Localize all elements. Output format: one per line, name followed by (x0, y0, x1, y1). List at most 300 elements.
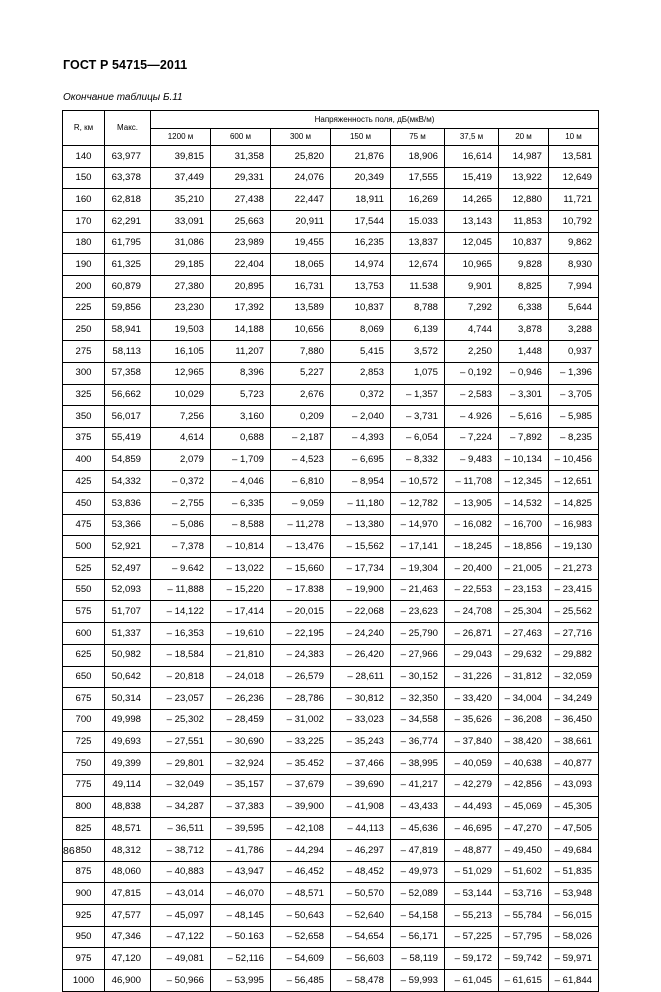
cell-field-strength: – 26,236 (211, 688, 271, 710)
cell-field-strength: – 15,660 (271, 558, 331, 580)
cell-distance: 825 (63, 818, 105, 840)
cell-field-strength: – 5,985 (549, 406, 599, 428)
cell-field-strength: 24,076 (271, 167, 331, 189)
cell-distance: 800 (63, 796, 105, 818)
cell-field-strength: – 13,905 (445, 493, 499, 515)
cell-field-strength: – 53,995 (211, 970, 271, 992)
cell-field-strength: – 9.642 (151, 558, 211, 580)
cell-field-strength: 14,265 (445, 189, 499, 211)
cell-field-strength: – 31,226 (445, 666, 499, 688)
cell-field-strength: – 7,892 (499, 427, 549, 449)
cell-field-strength: – 29,632 (499, 644, 549, 666)
cell-max: 63,977 (105, 146, 151, 168)
cell-field-strength: 6,338 (499, 297, 549, 319)
cell-field-strength: – 50,570 (331, 883, 391, 905)
cell-field-strength: – 3,705 (549, 384, 599, 406)
cell-distance: 500 (63, 536, 105, 558)
cell-field-strength: 8,825 (499, 276, 549, 298)
cell-field-strength: – 47,505 (549, 818, 599, 840)
cell-field-strength: – 45,636 (391, 818, 445, 840)
cell-max: 47,346 (105, 926, 151, 948)
cell-field-strength: – 33,023 (331, 709, 391, 731)
cell-field-strength: – 38,661 (549, 731, 599, 753)
cell-field-strength: 23,230 (151, 297, 211, 319)
table-row (63, 731, 599, 753)
table-row (63, 818, 599, 840)
cell-field-strength: – 4,393 (331, 427, 391, 449)
cell-field-strength: 19,503 (151, 319, 211, 341)
column-header-height: 1200 м (151, 129, 211, 146)
table-row (63, 796, 599, 818)
cell-field-strength: 13,753 (331, 276, 391, 298)
cell-field-strength: 12,674 (391, 254, 445, 276)
cell-field-strength: – 7,224 (445, 427, 499, 449)
cell-field-strength: – 58,026 (549, 926, 599, 948)
cell-field-strength: – 14,122 (151, 601, 211, 623)
cell-field-strength: 29,331 (211, 167, 271, 189)
cell-max: 47,815 (105, 883, 151, 905)
column-header-height: 20 м (499, 129, 549, 146)
cell-field-strength: – 9,059 (271, 493, 331, 515)
cell-distance: 160 (63, 189, 105, 211)
cell-field-strength: – 15,562 (331, 536, 391, 558)
cell-field-strength: 35,210 (151, 189, 211, 211)
cell-distance: 1000 (63, 970, 105, 992)
cell-field-strength: 29,185 (151, 254, 211, 276)
cell-field-strength: – 59,993 (391, 970, 445, 992)
cell-field-strength: – 17.838 (271, 579, 331, 601)
cell-field-strength: – 56,171 (391, 926, 445, 948)
cell-field-strength: – 21,005 (499, 558, 549, 580)
cell-distance: 400 (63, 449, 105, 471)
cell-distance: 775 (63, 774, 105, 796)
cell-field-strength: – 25,302 (151, 709, 211, 731)
table-row (63, 861, 599, 883)
cell-max: 61,325 (105, 254, 151, 276)
cell-field-strength: – 13,022 (211, 558, 271, 580)
cell-field-strength: – 31,002 (271, 709, 331, 731)
cell-field-strength: 14,974 (331, 254, 391, 276)
cell-field-strength: 37,449 (151, 167, 211, 189)
cell-field-strength: – 40,059 (445, 753, 499, 775)
cell-field-strength: 3,572 (391, 341, 445, 363)
cell-field-strength: – 56,015 (549, 905, 599, 927)
cell-field-strength: – 40,877 (549, 753, 599, 775)
cell-field-strength: – 27,966 (391, 644, 445, 666)
cell-distance: 180 (63, 232, 105, 254)
cell-max: 57,358 (105, 362, 151, 384)
cell-max: 48,312 (105, 840, 151, 862)
cell-field-strength: – 52,089 (391, 883, 445, 905)
cell-max: 49,693 (105, 731, 151, 753)
cell-field-strength: – 0,946 (499, 362, 549, 384)
cell-field-strength: – 48,145 (211, 905, 271, 927)
cell-field-strength: – 59,971 (549, 948, 599, 970)
cell-field-strength: 11.538 (391, 276, 445, 298)
cell-distance: 150 (63, 167, 105, 189)
table-row (63, 666, 599, 688)
cell-field-strength: 16,235 (331, 232, 391, 254)
cell-field-strength: – 38,712 (151, 840, 211, 862)
cell-field-strength: – 30,812 (331, 688, 391, 710)
cell-field-strength: – 24,018 (211, 666, 271, 688)
cell-distance: 675 (63, 688, 105, 710)
table-row (63, 341, 599, 363)
cell-field-strength: 18,065 (271, 254, 331, 276)
cell-field-strength: 4,614 (151, 427, 211, 449)
cell-field-strength: – 54,654 (331, 926, 391, 948)
cell-distance: 140 (63, 146, 105, 168)
cell-field-strength: 5,723 (211, 384, 271, 406)
cell-field-strength: – 38,420 (499, 731, 549, 753)
cell-field-strength: – 3,731 (391, 406, 445, 428)
cell-field-strength: – 17,141 (391, 536, 445, 558)
cell-field-strength: – 53,144 (445, 883, 499, 905)
table-row (63, 493, 599, 515)
cell-field-strength: 22,447 (271, 189, 331, 211)
cell-field-strength: 2,853 (331, 362, 391, 384)
cell-field-strength: 17,555 (391, 167, 445, 189)
cell-field-strength: 6,139 (391, 319, 445, 341)
cell-distance: 170 (63, 211, 105, 233)
cell-field-strength: – 25,304 (499, 601, 549, 623)
table-row (63, 709, 599, 731)
cell-field-strength: – 18,584 (151, 644, 211, 666)
cell-field-strength: – 59,172 (445, 948, 499, 970)
cell-max: 55,419 (105, 427, 151, 449)
cell-field-strength: – 48,877 (445, 840, 499, 862)
cell-field-strength: – 23,153 (499, 579, 549, 601)
cell-field-strength: – 47,270 (499, 818, 549, 840)
cell-distance: 950 (63, 926, 105, 948)
cell-field-strength: – 2,755 (151, 493, 211, 515)
cell-field-strength: – 44,294 (271, 840, 331, 862)
table-row (63, 536, 599, 558)
cell-field-strength: – 3,301 (499, 384, 549, 406)
column-header-height: 600 м (211, 129, 271, 146)
cell-field-strength: – 12,651 (549, 471, 599, 493)
cell-field-strength: – 26,871 (445, 623, 499, 645)
cell-field-strength: 20,349 (331, 167, 391, 189)
cell-field-strength: – 47,122 (151, 926, 211, 948)
cell-field-strength: 12,880 (499, 189, 549, 211)
cell-field-strength: – 11,278 (271, 514, 331, 536)
cell-max: 50,314 (105, 688, 151, 710)
table-row (63, 406, 599, 428)
cell-field-strength: 7,256 (151, 406, 211, 428)
cell-field-strength: – 45,097 (151, 905, 211, 927)
cell-field-strength: – 22,553 (445, 579, 499, 601)
cell-field-strength: – 43,093 (549, 774, 599, 796)
cell-max: 59,856 (105, 297, 151, 319)
cell-field-strength: 8,069 (331, 319, 391, 341)
cell-field-strength: 0,209 (271, 406, 331, 428)
cell-field-strength: – 34,558 (391, 709, 445, 731)
table-row (63, 189, 599, 211)
cell-distance: 875 (63, 861, 105, 883)
cell-distance: 275 (63, 341, 105, 363)
cell-field-strength: 2,250 (445, 341, 499, 363)
table-row (63, 840, 599, 862)
cell-field-strength: – 20,818 (151, 666, 211, 688)
cell-field-strength: – 0,192 (445, 362, 499, 384)
cell-field-strength: 3,160 (211, 406, 271, 428)
cell-field-strength: 13,589 (271, 297, 331, 319)
cell-field-strength: – 52,640 (331, 905, 391, 927)
cell-field-strength: – 41,217 (391, 774, 445, 796)
cell-field-strength: – 2,583 (445, 384, 499, 406)
cell-max: 48,060 (105, 861, 151, 883)
table-caption: Окончание таблицы Б.11 (63, 92, 183, 103)
cell-field-strength: – 8,332 (391, 449, 445, 471)
cell-field-strength: 2,079 (151, 449, 211, 471)
cell-field-strength: – 56,603 (331, 948, 391, 970)
table-row (63, 232, 599, 254)
cell-field-strength: – 32,049 (151, 774, 211, 796)
cell-max: 47,577 (105, 905, 151, 927)
cell-field-strength: – 11,888 (151, 579, 211, 601)
cell-field-strength: – 32,059 (549, 666, 599, 688)
cell-field-strength: – 4,046 (211, 471, 271, 493)
cell-field-strength: 14,987 (499, 146, 549, 168)
cell-field-strength: – 48,452 (331, 861, 391, 883)
cell-field-strength: – 10,572 (391, 471, 445, 493)
table-row (63, 688, 599, 710)
cell-field-strength: – 5,086 (151, 514, 211, 536)
cell-field-strength: – 14,970 (391, 514, 445, 536)
cell-field-strength: – 44,113 (331, 818, 391, 840)
cell-field-strength: – 23,415 (549, 579, 599, 601)
column-header-height: 37,5 м (445, 129, 499, 146)
cell-field-strength: 11,853 (499, 211, 549, 233)
cell-field-strength: – 43,433 (391, 796, 445, 818)
cell-field-strength: – 6,335 (211, 493, 271, 515)
cell-max: 46,900 (105, 970, 151, 992)
cell-field-strength: – 46,070 (211, 883, 271, 905)
cell-field-strength: – 50,643 (271, 905, 331, 927)
cell-field-strength: 3,288 (549, 319, 599, 341)
cell-field-strength: – 20,015 (271, 601, 331, 623)
cell-field-strength: – 26,420 (331, 644, 391, 666)
field-strength-table (62, 110, 599, 992)
column-header-height: 10 м (549, 129, 599, 146)
cell-distance: 850 (63, 840, 105, 862)
cell-field-strength: – 16,700 (499, 514, 549, 536)
table-row (63, 471, 599, 493)
cell-max: 47,120 (105, 948, 151, 970)
column-header-max: Макс. (105, 111, 151, 146)
cell-field-strength: 0,937 (549, 341, 599, 363)
cell-field-strength: – 37,466 (331, 753, 391, 775)
cell-field-strength: 5,644 (549, 297, 599, 319)
cell-max: 56,017 (105, 406, 151, 428)
cell-field-strength: 17,544 (331, 211, 391, 233)
cell-field-strength: – 21,273 (549, 558, 599, 580)
table-row (63, 449, 599, 471)
cell-distance: 700 (63, 709, 105, 731)
cell-field-strength: – 43,014 (151, 883, 211, 905)
cell-distance: 350 (63, 406, 105, 428)
cell-field-strength: – 8,235 (549, 427, 599, 449)
cell-field-strength: 15.033 (391, 211, 445, 233)
cell-field-strength: – 28,786 (271, 688, 331, 710)
cell-field-strength: – 36,774 (391, 731, 445, 753)
cell-distance: 200 (63, 276, 105, 298)
cell-distance: 925 (63, 905, 105, 927)
cell-field-strength: – 36,450 (549, 709, 599, 731)
cell-field-strength: 23,989 (211, 232, 271, 254)
cell-field-strength: – 27,463 (499, 623, 549, 645)
cell-max: 49,114 (105, 774, 151, 796)
cell-field-strength: 16,614 (445, 146, 499, 168)
cell-max: 52,093 (105, 579, 151, 601)
cell-distance: 975 (63, 948, 105, 970)
cell-field-strength: – 59,742 (499, 948, 549, 970)
cell-field-strength: 10,837 (499, 232, 549, 254)
cell-field-strength: – 30,690 (211, 731, 271, 753)
cell-field-strength: – 42,108 (271, 818, 331, 840)
cell-max: 62,291 (105, 211, 151, 233)
cell-field-strength: – 28,459 (211, 709, 271, 731)
cell-field-strength: – 6,810 (271, 471, 331, 493)
cell-distance: 725 (63, 731, 105, 753)
cell-field-strength: – 14,532 (499, 493, 549, 515)
cell-field-strength: – 49,450 (499, 840, 549, 862)
cell-field-strength: 20,895 (211, 276, 271, 298)
cell-field-strength: – 48,571 (271, 883, 331, 905)
cell-distance: 225 (63, 297, 105, 319)
table-row (63, 319, 599, 341)
cell-distance: 250 (63, 319, 105, 341)
cell-field-strength: – 42,279 (445, 774, 499, 796)
cell-max: 49,399 (105, 753, 151, 775)
cell-field-strength: – 39,595 (211, 818, 271, 840)
cell-field-strength: – 41,908 (331, 796, 391, 818)
cell-field-strength: – 51,835 (549, 861, 599, 883)
cell-field-strength: – 37,679 (271, 774, 331, 796)
cell-field-strength: 5,227 (271, 362, 331, 384)
cell-field-strength: – 29,882 (549, 644, 599, 666)
cell-field-strength: – 58,119 (391, 948, 445, 970)
cell-field-strength: 13,837 (391, 232, 445, 254)
cell-field-strength: 18,906 (391, 146, 445, 168)
cell-field-strength: – 31,812 (499, 666, 549, 688)
cell-field-strength: – 2,040 (331, 406, 391, 428)
cell-field-strength: 1,075 (391, 362, 445, 384)
cell-field-strength: 14,188 (211, 319, 271, 341)
cell-field-strength: – 29,801 (151, 753, 211, 775)
table-row (63, 167, 599, 189)
cell-field-strength: – 49,973 (391, 861, 445, 883)
cell-distance: 550 (63, 579, 105, 601)
cell-field-strength: – 4.926 (445, 406, 499, 428)
cell-field-strength: – 35,157 (211, 774, 271, 796)
cell-max: 58,941 (105, 319, 151, 341)
cell-field-strength: – 61,045 (445, 970, 499, 992)
cell-field-strength: 8,788 (391, 297, 445, 319)
cell-max: 49,998 (105, 709, 151, 731)
cell-field-strength: 31,358 (211, 146, 271, 168)
cell-field-strength: – 36,511 (151, 818, 211, 840)
cell-max: 53,366 (105, 514, 151, 536)
cell-field-strength: 10,965 (445, 254, 499, 276)
table-row (63, 427, 599, 449)
cell-distance: 575 (63, 601, 105, 623)
cell-field-strength: – 51,029 (445, 861, 499, 883)
cell-field-strength: – 32,924 (211, 753, 271, 775)
table-row (63, 146, 599, 168)
cell-field-strength: – 16,082 (445, 514, 499, 536)
cell-field-strength: – 11,708 (445, 471, 499, 493)
cell-distance: 450 (63, 493, 105, 515)
cell-field-strength: 4,744 (445, 319, 499, 341)
column-header-distance: R, км (63, 111, 105, 146)
cell-field-strength: – 24,240 (331, 623, 391, 645)
cell-field-strength: 15,419 (445, 167, 499, 189)
cell-field-strength: – 17,734 (331, 558, 391, 580)
cell-field-strength: – 13,380 (331, 514, 391, 536)
cell-field-strength: – 25,790 (391, 623, 445, 645)
cell-field-strength: – 50.163 (211, 926, 271, 948)
cell-field-strength: – 55,784 (499, 905, 549, 927)
table-row (63, 254, 599, 276)
cell-field-strength: – 18,856 (499, 536, 549, 558)
cell-field-strength: – 35,243 (331, 731, 391, 753)
cell-field-strength: 9,862 (549, 232, 599, 254)
cell-max: 50,642 (105, 666, 151, 688)
cell-field-strength: – 57,795 (499, 926, 549, 948)
cell-field-strength: – 8,954 (331, 471, 391, 493)
cell-field-strength: 2,676 (271, 384, 331, 406)
column-header-height: 300 м (271, 129, 331, 146)
table-row (63, 623, 599, 645)
cell-field-strength: 3,878 (499, 319, 549, 341)
cell-field-strength: – 19,304 (391, 558, 445, 580)
cell-max: 52,497 (105, 558, 151, 580)
cell-distance: 475 (63, 514, 105, 536)
cell-field-strength: – 13,476 (271, 536, 331, 558)
cell-field-strength: – 61,844 (549, 970, 599, 992)
cell-max: 52,921 (105, 536, 151, 558)
cell-field-strength: – 1,396 (549, 362, 599, 384)
cell-field-strength: 11,207 (211, 341, 271, 363)
cell-field-strength: 27,380 (151, 276, 211, 298)
cell-field-strength: 16,731 (271, 276, 331, 298)
cell-max: 58,113 (105, 341, 151, 363)
column-header-height: 150 м (331, 129, 391, 146)
cell-field-strength: – 39,690 (331, 774, 391, 796)
cell-field-strength: – 46,695 (445, 818, 499, 840)
cell-field-strength: 10,656 (271, 319, 331, 341)
cell-field-strength: – 22,195 (271, 623, 331, 645)
cell-max: 48,838 (105, 796, 151, 818)
table-row (63, 948, 599, 970)
cell-field-strength: – 6,054 (391, 427, 445, 449)
cell-distance: 600 (63, 623, 105, 645)
cell-field-strength: – 47,819 (391, 840, 445, 862)
table-row (63, 514, 599, 536)
cell-field-strength: – 25,562 (549, 601, 599, 623)
table-row (63, 601, 599, 623)
cell-field-strength: – 11,180 (331, 493, 391, 515)
cell-field-strength: 10,792 (549, 211, 599, 233)
cell-field-strength: – 56,485 (271, 970, 331, 992)
cell-field-strength: – 36,208 (499, 709, 549, 731)
cell-field-strength: – 34,004 (499, 688, 549, 710)
table-row (63, 276, 599, 298)
table-row (63, 211, 599, 233)
cell-field-strength: 19,455 (271, 232, 331, 254)
